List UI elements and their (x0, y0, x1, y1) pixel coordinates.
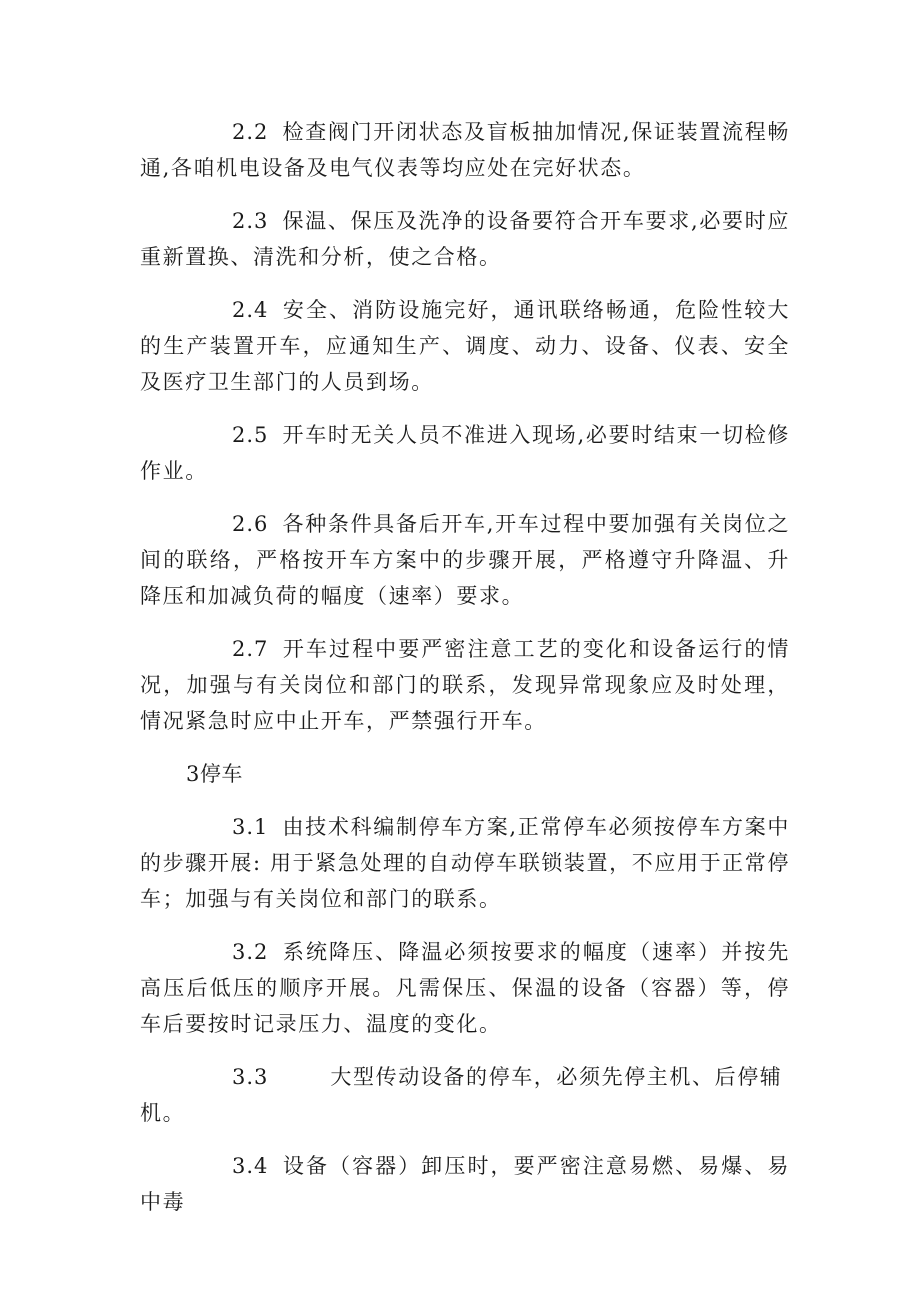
paragraph-text: 安全、消防设施完好，通讯联络畅通，危险性较大的生产装置开车，应通知生产、调度、动力、设备、仪表、安全及医疗卫生部门的人员到场。 (140, 298, 790, 394)
paragraph-number: 3.2 (232, 940, 269, 964)
paragraph-number: 2.4 (232, 298, 269, 322)
paragraph-text: 检查阀门开闭状态及盲板抽加情况,保证装置流程畅通,各咱机电设备及电气仪表等均应处在完好状态。 (140, 120, 790, 180)
paragraph-number: 3.4 (232, 1154, 269, 1178)
paragraph-2-3 (140, 203, 790, 275)
paragraph-3-2 (140, 934, 790, 1042)
paragraph-text: 由技术科编制停车方案,正常停车必须按停车方案中的步骤开展: 用于紧急处理的自动停车联锁装置，不应用于正常停车；加强与有关岗位和部门的联系。 (140, 815, 790, 911)
paragraph-text: 开车时无关人员不准进入现场,必要时结束一切检修作业。 (140, 423, 790, 483)
paragraph-2-7 (140, 631, 790, 739)
paragraph-2-4 (140, 292, 790, 400)
paragraph-2-6 (140, 506, 790, 614)
paragraph-text: 开车过程中要严密注意工艺的变化和设备运行的情况，加强与有关岗位和部门的联系，发现异常现象应及时处理，情况紧急时应中止开车，严禁强行开车。 (140, 637, 790, 733)
paragraph-number: 2.2 (232, 120, 269, 144)
paragraph-2-5 (140, 417, 790, 489)
document-body (140, 114, 790, 1237)
paragraph-number: 2.3 (232, 209, 269, 233)
paragraph-number: 2.7 (232, 637, 269, 661)
paragraph-number: 2.5 (232, 423, 269, 447)
paragraph-3-1 (140, 809, 790, 917)
paragraph-text: 系统降压、降温必须按要求的幅度（速率）并按先高压后低压的顺序开展。凡需保压、保温的设备（容器）等，停车后要按时记录压力、温度的变化。 (140, 940, 790, 1036)
paragraph-text: 设备（容器）卸压时，要严密注意易燃、易爆、易中毒 (140, 1154, 790, 1214)
paragraph-2-2 (140, 114, 790, 186)
paragraph-number: 3.3 (232, 1065, 269, 1089)
paragraph-text: 大型传动设备的停车，必须先停主机、后停辅机。 (140, 1065, 783, 1125)
section-heading: 3停车 (186, 762, 243, 786)
paragraph-3-3 (140, 1059, 790, 1131)
paragraph-text: 各种条件具备后开车,开车过程中要加强有关岗位之间的联络，严格按开车方案中的步骤开展，严格遵守升降温、升降压和加减负荷的幅度（速率）要求。 (140, 512, 790, 608)
paragraph-number: 2.6 (232, 512, 269, 536)
paragraph-text: 保温、保压及洗净的设备要符合开车要求,必要时应重新置换、清洗和分析，使之合格。 (140, 209, 790, 269)
paragraph-3-4 (140, 1148, 790, 1220)
paragraph-number: 3.1 (232, 815, 269, 839)
